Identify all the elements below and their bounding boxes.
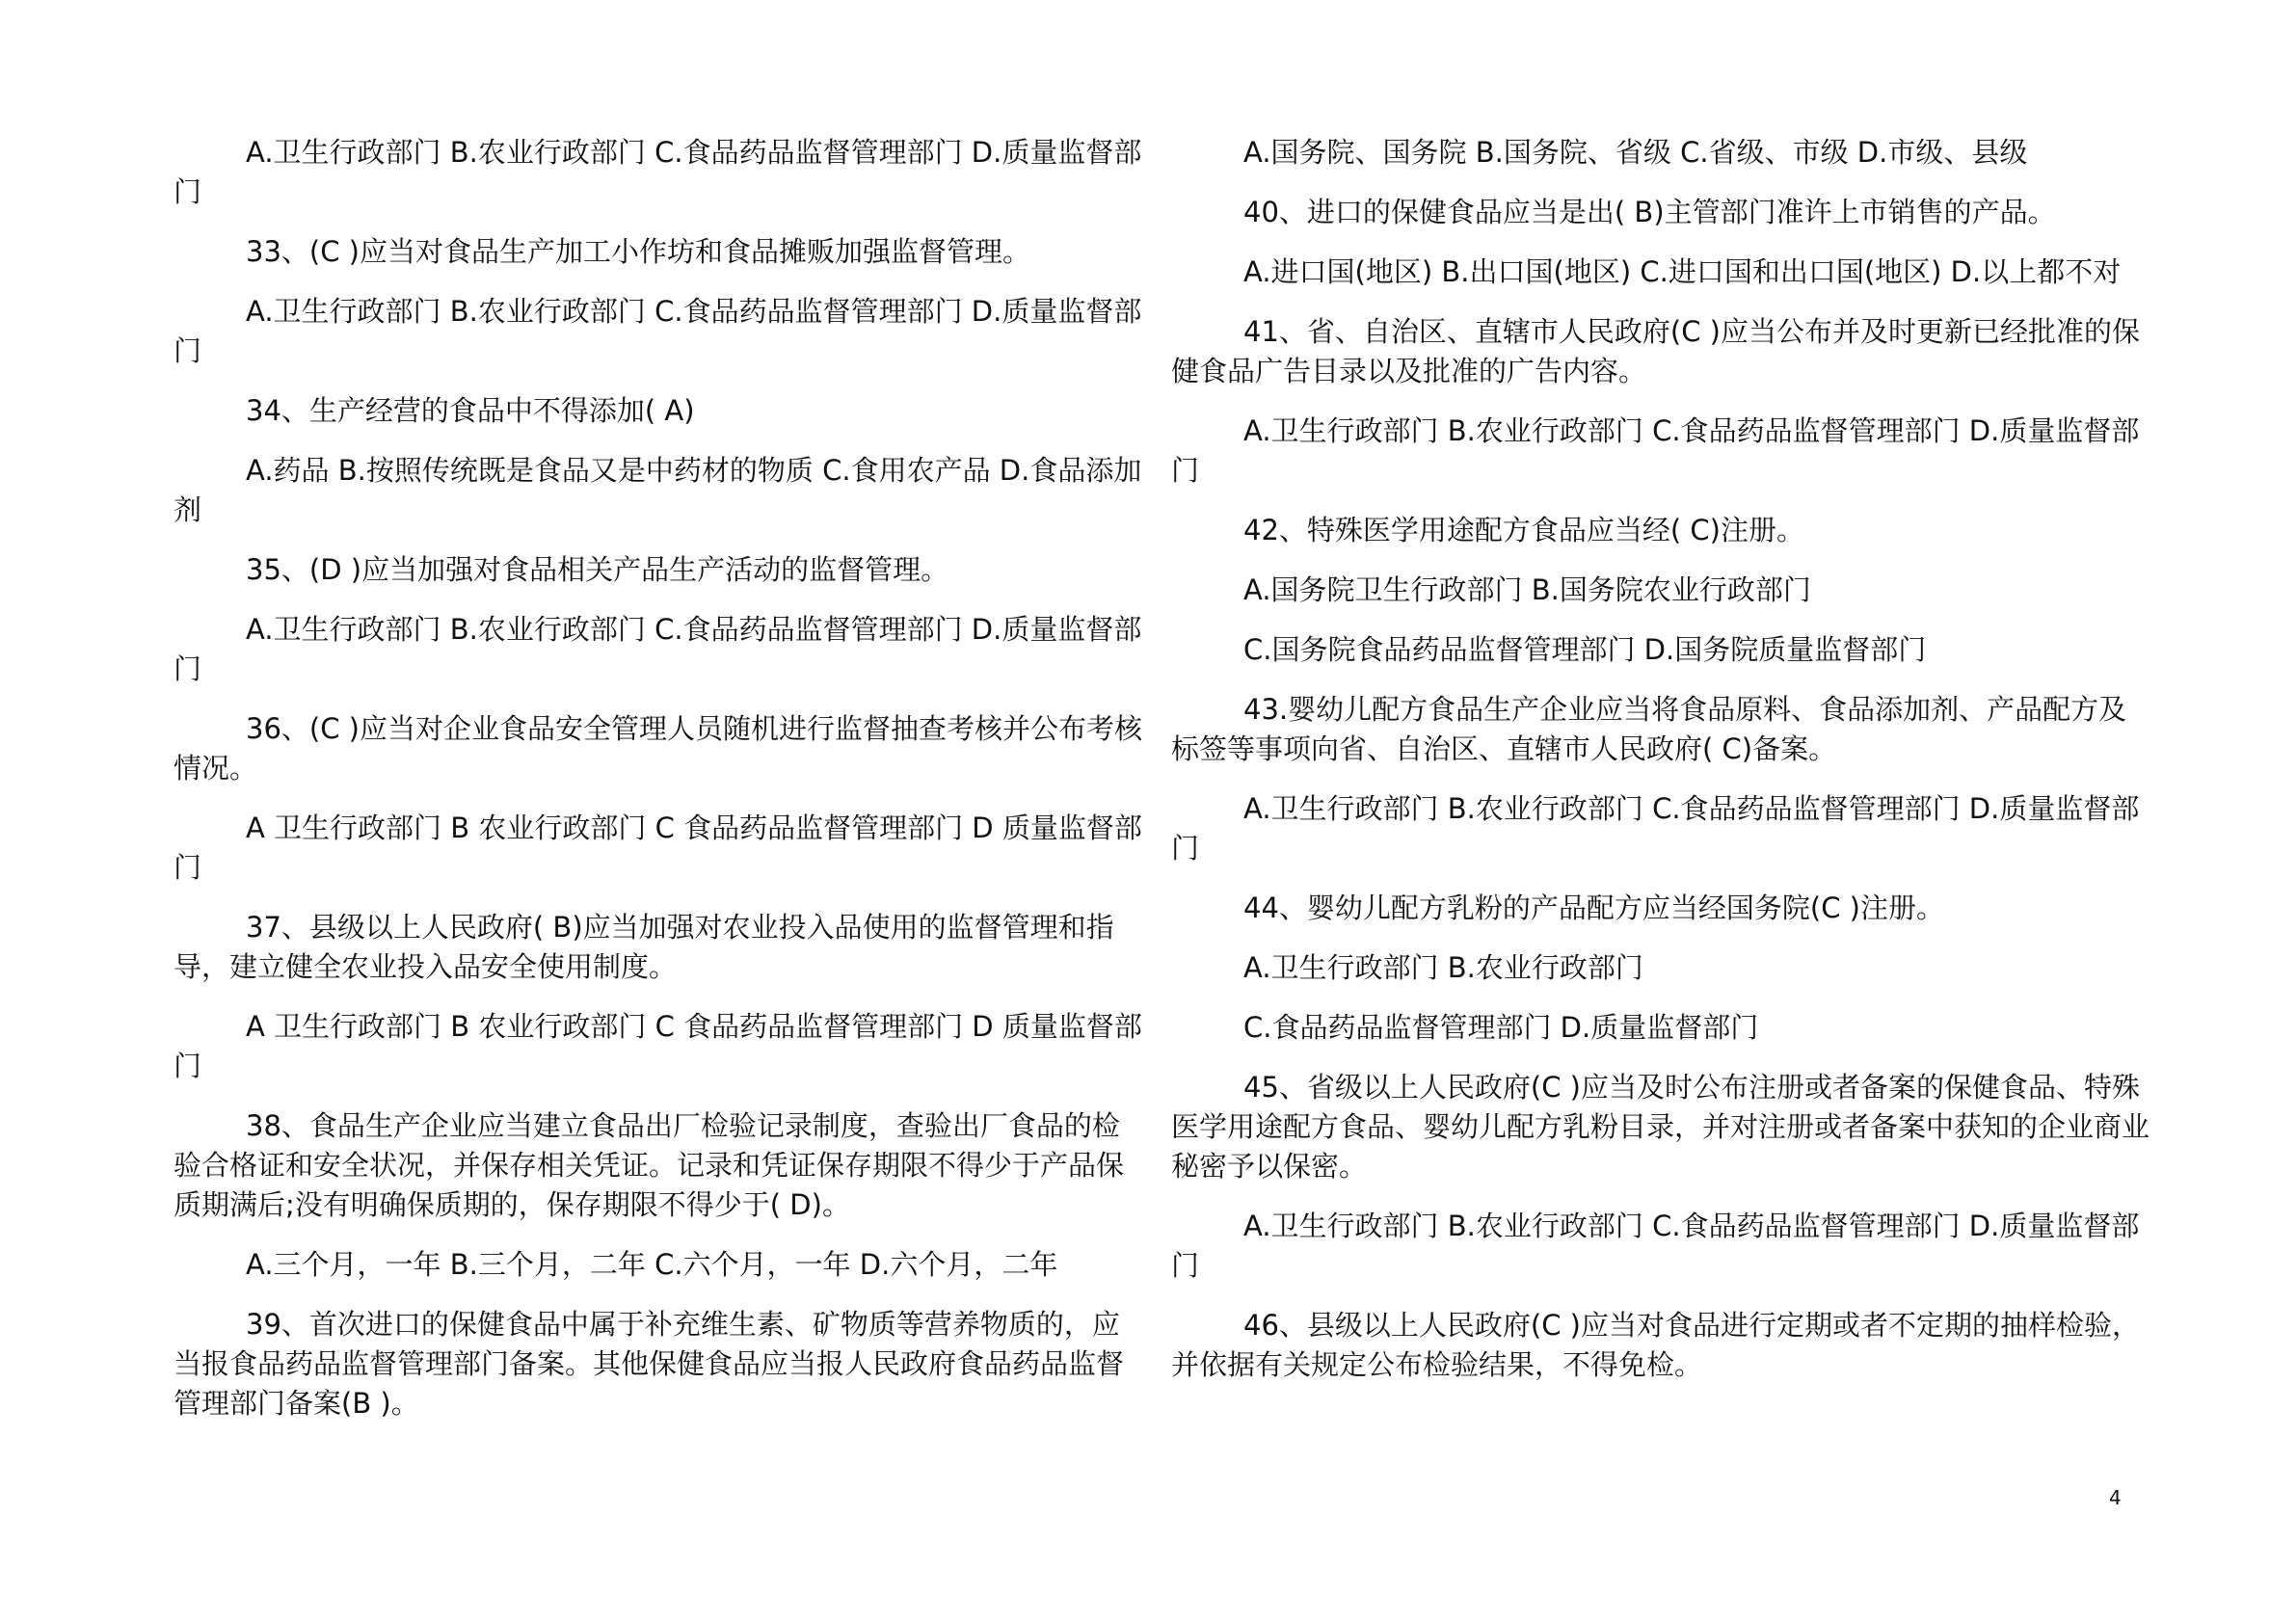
question-42-options-1: A.国务院卫生行政部门 B.国务院农业行政部门: [1243, 573, 1811, 606]
question-43: 43.婴幼儿配方食品生产企业应当将食品原料、食品添加剂、产品配方及标签等事项向省、自治区、直辖市人民政府( C)备案。: [1171, 693, 2127, 765]
question-41: 41、省、自治区、直辖市人民政府(C )应当公布并及时更新已经批准的保健食品广告目录以及批准的广告内容。: [1171, 315, 2140, 387]
question-33: 33、(C )应当对食品生产加工小作坊和食品摊贩加强监督管理。: [246, 235, 1030, 268]
question-41-options: A.卫生行政部门 B.农业行政部门 C.食品药品监督管理部门 D.质量监督部门: [1171, 414, 2140, 487]
question-37: 37、县级以上人民政府( B)应当加强对农业投入品使用的监督管理和指导，建立健全农业投入品安全使用制度。: [174, 911, 1114, 983]
question-35: 35、(D )应当加强对食品相关产品生产活动的监督管理。: [246, 553, 949, 586]
question-40-options: A.进口国(地区) B.出口国(地区) C.进口国和出口国(地区) D.以上都不对: [1243, 255, 2122, 288]
question-39: 39、首次进口的保健食品中属于补充维生素、矿物质等营养物质的，应当报食品药品监督管理部门备案。其他保健食品应当报人民政府食品药品监督管理部门备案(B )。: [174, 1308, 1125, 1420]
question-35-options: A.卫生行政部门 B.农业行政部门 C.食品药品监督管理部门 D.质量监督部门: [174, 613, 1142, 685]
question-42-options-2: C.国务院食品药品监督管理部门 D.国务院质量监督部门: [1243, 633, 1927, 666]
question-45-options: A.卫生行政部门 B.农业行政部门 C.食品药品监督管理部门 D.质量监督部门: [1171, 1210, 2140, 1282]
question-40: 40、进口的保健食品应当是出( B)主管部门准许上市销售的产品。: [1243, 196, 2056, 228]
question-34-options: A.药品 B.按照传统既是食品又是中药材的物质 C.食用农产品 D.食品添加剂: [174, 454, 1142, 526]
question-38: 38、食品生产企业应当建立食品出厂检验记录制度，查验出厂食品的检验合格证和安全状况，并保存相关凭证。记录和凭证保存期限不得少于产品保质期满后;没有明确保质期的，保存期限不得少于( D)。: [174, 1109, 1125, 1221]
question-32-options: A.卫生行政部门 B.农业行政部门 C.食品药品监督管理部门 D.质量监督部门: [174, 136, 1142, 208]
question-33-options: A.卫生行政部门 B.农业行政部门 C.食品药品监督管理部门 D.质量监督部门: [174, 295, 1142, 367]
question-39-options: A.国务院、国务院 B.国务院、省级 C.省级、市级 D.市级、县级: [1243, 136, 2028, 169]
right-column: [1171, 133, 2154, 1405]
question-44-options-2: C.食品药品监督管理部门 D.质量监督部门: [1243, 1011, 1759, 1044]
question-38-options: A.三个月，一年 B.三个月，二年 C.六个月，一年 D.六个月，二年: [246, 1248, 1058, 1281]
question-34: 34、生产经营的食品中不得添加( A): [246, 394, 695, 427]
question-36-options: A 卫生行政部门 B 农业行政部门 C 食品药品监督管理部门 D 质量监督部门: [174, 812, 1142, 884]
question-46: 46、县级以上人民政府(C )应当对食品进行定期或者不定期的抽样检验，并依据有关规定公布检验结果，不得免检。: [1171, 1309, 2140, 1381]
question-42: 42、特殊医学用途配方食品应当经( C)注册。: [1243, 514, 1804, 546]
question-44: 44、婴幼儿配方乳粉的产品配方应当经国务院(C )注册。: [1243, 891, 1944, 924]
question-43-options: A.卫生行政部门 B.农业行政部门 C.食品药品监督管理部门 D.质量监督部门: [1171, 792, 2140, 865]
question-36: 36、(C )应当对企业食品安全管理人员随机进行监督抽查考核并公布考核情况。: [174, 712, 1142, 785]
question-37-options: A 卫生行政部门 B 农业行政部门 C 食品药品监督管理部门 D 质量监督部门: [174, 1010, 1142, 1082]
question-45: 45、省级以上人民政府(C )应当及时公布注册或者备案的保健食品、特殊医学用途配方食品、婴幼儿配方乳粉目录，并对注册或者备案中获知的企业商业秘密予以保密。: [1171, 1071, 2150, 1183]
page-number: 4: [2109, 1486, 2122, 1509]
question-44-options-1: A.卫生行政部门 B.农业行政部门: [1243, 951, 1643, 984]
left-column: [174, 133, 1147, 1444]
